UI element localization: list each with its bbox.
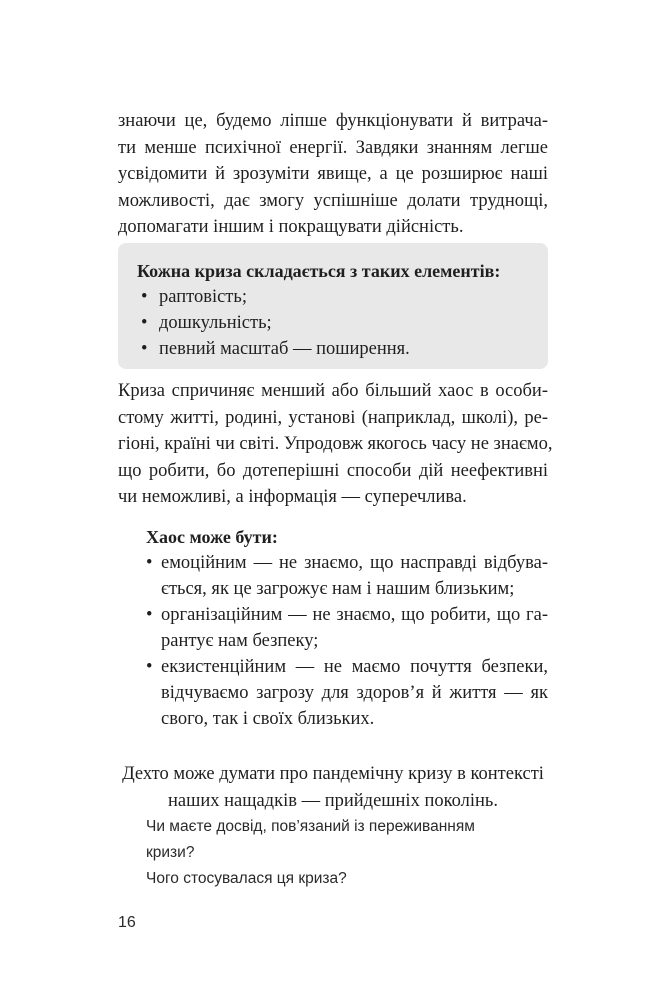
- paragraph-pandemic: [118, 761, 548, 815]
- list-item-text: рантує нам безпеку;: [161, 631, 319, 651]
- crisis-elements-list: [137, 284, 410, 362]
- list-item-text: екзистенційним — не маємо почуття безпеки,: [161, 657, 548, 677]
- text-line: усвідомити й зрозуміти явище, а це розширює наші: [118, 164, 548, 184]
- bullet-icon: •: [141, 287, 148, 307]
- list-item-text: раптовість;: [159, 287, 247, 307]
- list-item-text: дошкульність;: [159, 313, 272, 333]
- text-line: гіоні, країні чи світі. Упродовж якогось часу не знаємо,: [118, 434, 553, 454]
- text-line: допомагати іншим і покращувати дійсність.: [118, 217, 464, 237]
- text-line: чи неможливі, а інформація — суперечлива.: [118, 487, 467, 507]
- list-item-text: ється, як це загрожує нам і нашим близьким;: [161, 579, 515, 599]
- bullet-icon: •: [141, 313, 148, 333]
- text-line: стому житті, родині, установі (наприклад, школі), ре-: [118, 407, 548, 428]
- page-number: 16: [118, 914, 136, 931]
- text-line: Дехто може думати про пандемічну кризу в контексті: [122, 763, 544, 784]
- list-item: [137, 336, 410, 362]
- question-line: Чи маєте досвід, пов’язаний із переживанням: [146, 818, 475, 835]
- list-item-text: емоційним — не знаємо, що насправді відбува-: [161, 553, 548, 573]
- list-item-text: організаційним — не знаємо, що робити, що га-: [161, 605, 548, 625]
- list-item: [137, 310, 410, 336]
- bullet-icon: •: [146, 657, 153, 677]
- list-item: [137, 284, 410, 310]
- chaos-list: [146, 550, 548, 732]
- list-item-text: свого, так і своїх близьких.: [161, 709, 375, 729]
- list-item: [146, 550, 548, 602]
- text-line: ти менше психічної енергії. Завдяки знанням легше: [118, 137, 548, 158]
- question-line: Чого стосувалася ця криза?: [146, 870, 347, 887]
- list-item-text: певний масштаб — поширення.: [159, 339, 410, 359]
- text-line: наших нащадків — прийдешніх поколінь.: [167, 790, 498, 811]
- text-line: можливості, дає змогу успішніше долати труднощі,: [118, 190, 548, 211]
- list-item: [146, 654, 548, 732]
- crisis-elements-title: Кожна криза складається з таких елементів:: [137, 261, 501, 281]
- text-line: Криза спричиняє менший або більший хаос в особи-: [118, 381, 548, 401]
- question-line: кризи?: [146, 844, 195, 861]
- text-line: що робити, бо дотеперішні способи дій неефективні: [118, 460, 548, 481]
- bullet-icon: •: [146, 553, 153, 573]
- list-item-text: відчуваємо загрозу для здоров’я й життя — як: [161, 683, 548, 703]
- paragraph-chaos-intro: [118, 378, 553, 511]
- reflection-questions: [146, 814, 506, 892]
- chaos-title: Хаос може бути:: [146, 527, 278, 547]
- bullet-icon: •: [141, 339, 148, 359]
- paragraph-intro: [118, 108, 548, 241]
- bullet-icon: •: [146, 605, 153, 625]
- list-item: [146, 602, 548, 654]
- text-line: знаючи це, будемо ліпше функціонувати й витрача-: [118, 111, 548, 131]
